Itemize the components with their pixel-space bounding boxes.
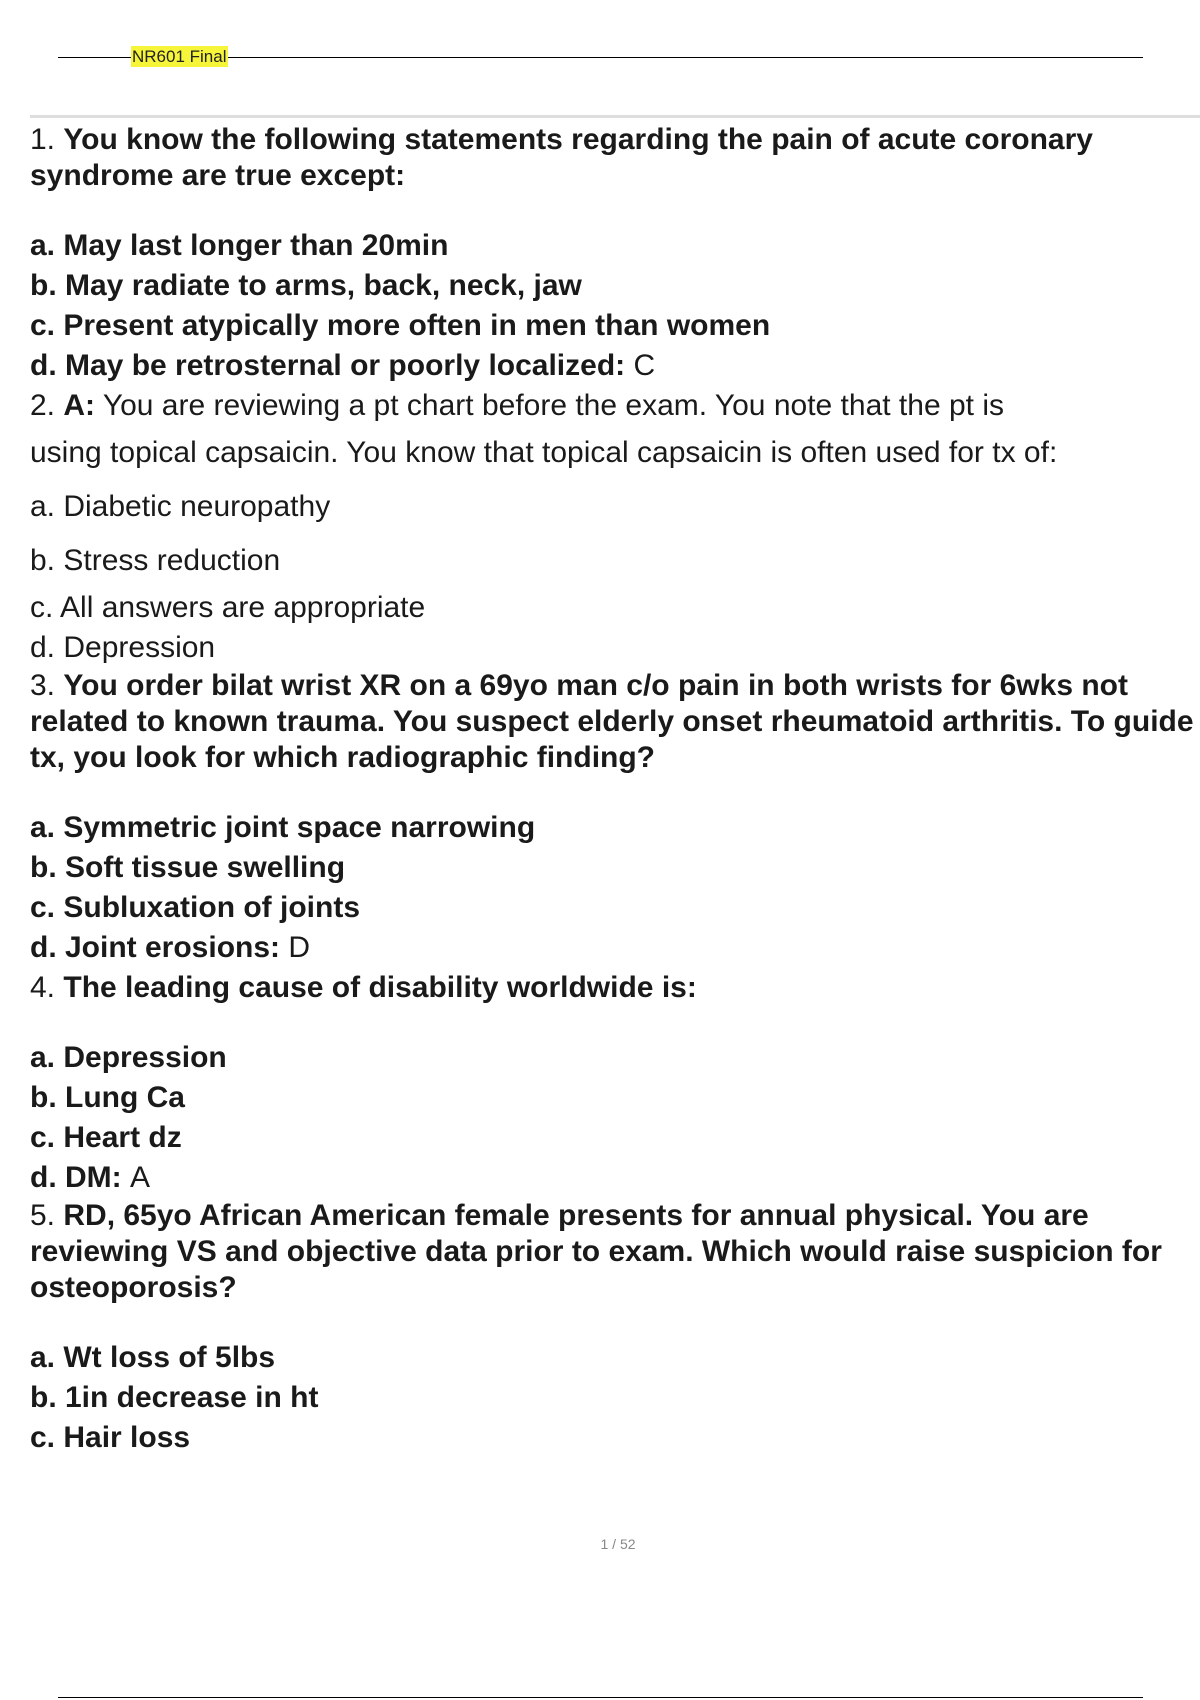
- answer-option: c. Hair loss: [30, 1421, 191, 1454]
- answer-option: a. Depression: [30, 1041, 227, 1074]
- document-body: [30, 122, 1200, 1458]
- answer-option: b. Soft tissue swelling: [30, 851, 346, 884]
- answer-option: c. All answers are appropriate: [30, 591, 426, 624]
- answer-option: c. Present atypically more often in men than women: [30, 309, 771, 342]
- answer-key: C: [633, 349, 656, 382]
- answer-option: a. Wt loss of 5lbs: [30, 1341, 276, 1374]
- question-3: [30, 668, 1200, 968]
- answer-option: d. Depression: [30, 631, 216, 664]
- answer-key: D: [288, 931, 311, 964]
- answer-option: c. Subluxation of joints: [30, 891, 360, 924]
- answer-option: d. May be retrosternal or poorly localized: C: [30, 349, 656, 382]
- answer-option: d. DM: A: [30, 1161, 150, 1194]
- answer-option: a. May last longer than 20min: [30, 229, 449, 262]
- answer-option: c. Heart dz: [30, 1121, 182, 1154]
- question-stem: 1. You know the following statements regarding the pain of acute coronary syndrome are true except:: [30, 123, 1093, 192]
- question-2: [30, 386, 1200, 668]
- footer-rule: [58, 1697, 1143, 1698]
- answer-option: d. Joint erosions: D: [30, 931, 311, 964]
- question-stem: 5. RD, 65yo African American female presents for annual physical. You are reviewing VS and objective data prior to exam. Which would raise suspicion for osteoporosis?: [30, 1199, 1162, 1304]
- question-stem: 2. A: You are reviewing a pt chart before the exam. You note that the pt is: [30, 389, 1004, 422]
- question-1: [30, 122, 1200, 386]
- question-stem-continued: using topical capsaicin. You know that topical capsaicin is often used for tx of:: [30, 436, 1058, 469]
- document-title: NR601 Final: [132, 47, 227, 66]
- answer-key: A: [129, 1161, 150, 1194]
- question-4: [30, 968, 1200, 1198]
- page-number: 1 / 52: [600, 1536, 636, 1552]
- header-separator: [30, 115, 1200, 118]
- answer-option: a. Diabetic neuropathy: [30, 490, 331, 523]
- answer-option: b. May radiate to arms, back, neck, jaw: [30, 269, 582, 302]
- question-5: [30, 1198, 1200, 1458]
- question-stem: 3. You order bilat wrist XR on a 69yo man c/o pain in both wrists for 6wks not related to known trauma. You suspect elderly onset rheumatoid arthritis. To guide tx, you look for which radiographic finding?: [30, 669, 1194, 774]
- answer-option: b. 1in decrease in ht: [30, 1381, 319, 1414]
- question-stem: 4. The leading cause of disability worldwide is:: [30, 971, 697, 1004]
- answer-option: a. Symmetric joint space narrowing: [30, 811, 536, 844]
- answer-option: b. Stress reduction: [30, 544, 281, 577]
- answer-option: b. Lung Ca: [30, 1081, 185, 1114]
